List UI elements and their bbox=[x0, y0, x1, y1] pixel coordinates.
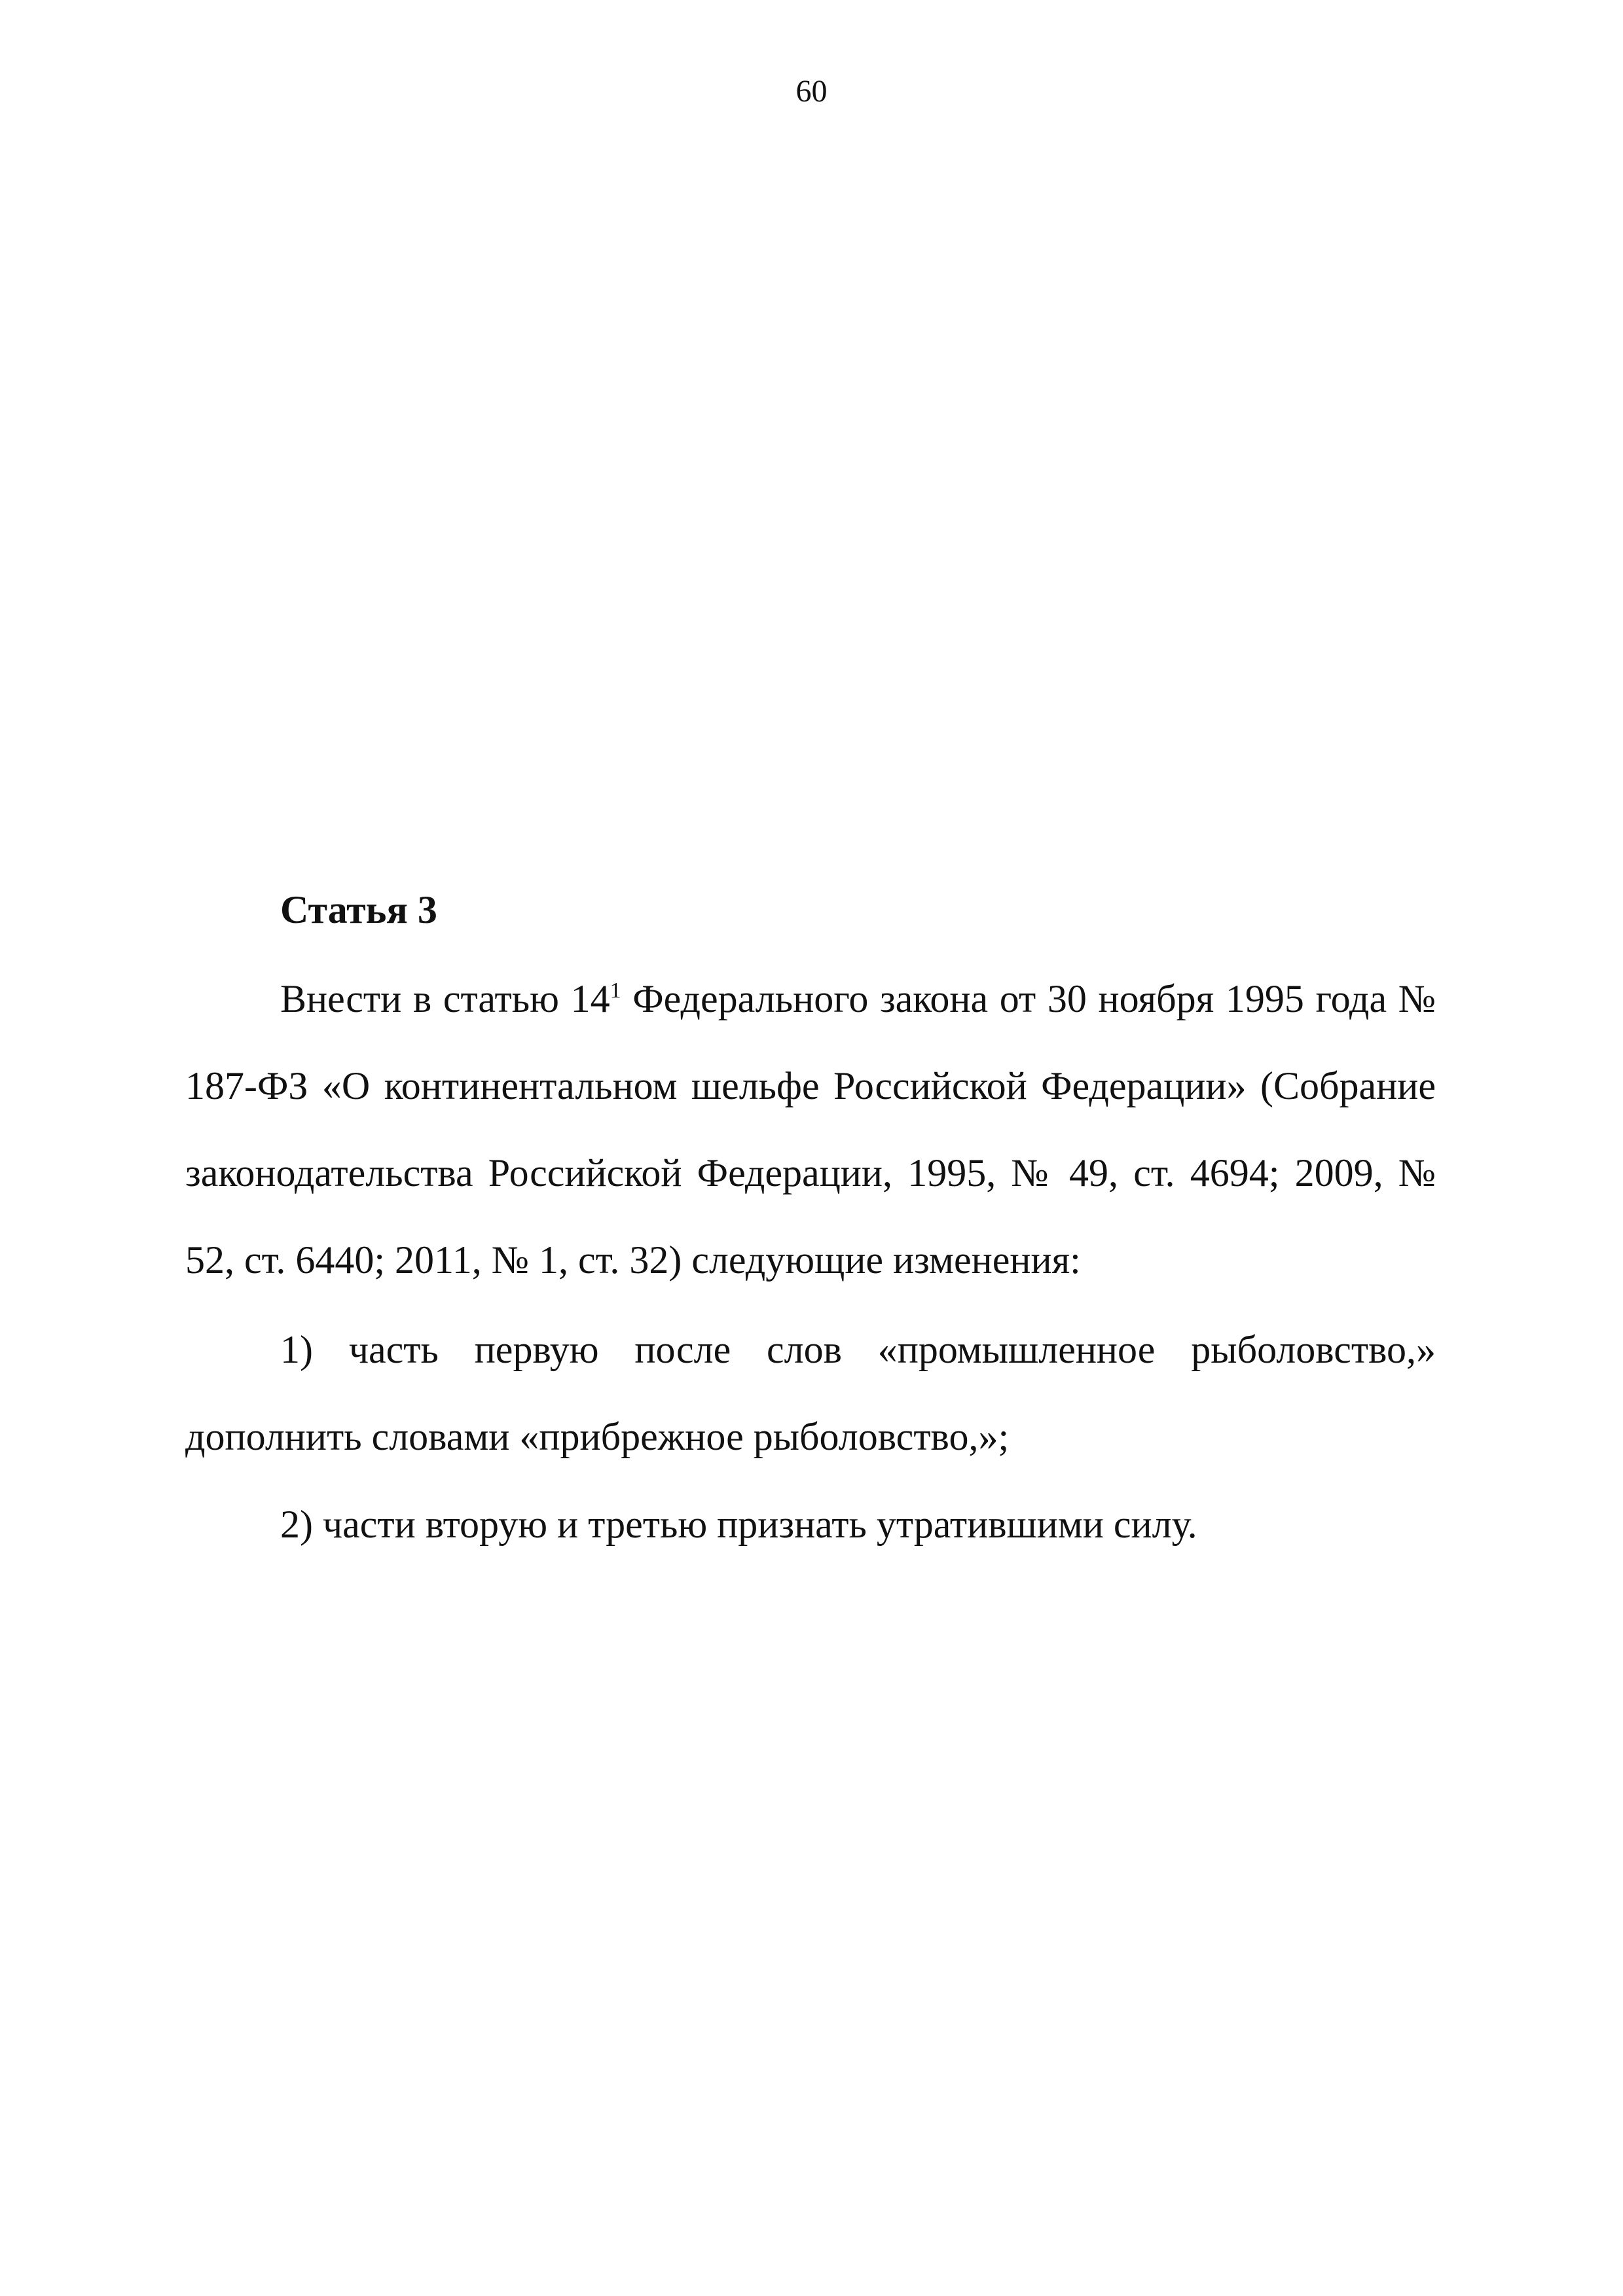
article-number-superscript: 1 bbox=[610, 978, 621, 1003]
article-title: Статья 3 bbox=[280, 888, 437, 931]
article-intro-paragraph bbox=[185, 956, 1436, 1304]
intro-tail: Федерального закона от 30 ноября 1995 года № 187-ФЗ «О континентальном шельфе Российской Федерации» (Собрание законодательства Российской Федерации, 1995, № 49, ст. 4694; 2009, № 52, ст. 6440; 2011, № 1, ст. 32) следующие изменения: bbox=[185, 977, 1436, 1282]
amendment-item-1: 1) часть первую после слов «промышленное рыболовство,» дополнить словами «прибрежное рыболовство,»; bbox=[185, 1328, 1436, 1458]
amendment-item-2: 2) части вторую и третью признать утратившими силу. bbox=[280, 1503, 1197, 1546]
intro-lead: Внести в статью 14 bbox=[280, 977, 610, 1020]
page-number: 60 bbox=[795, 74, 828, 109]
